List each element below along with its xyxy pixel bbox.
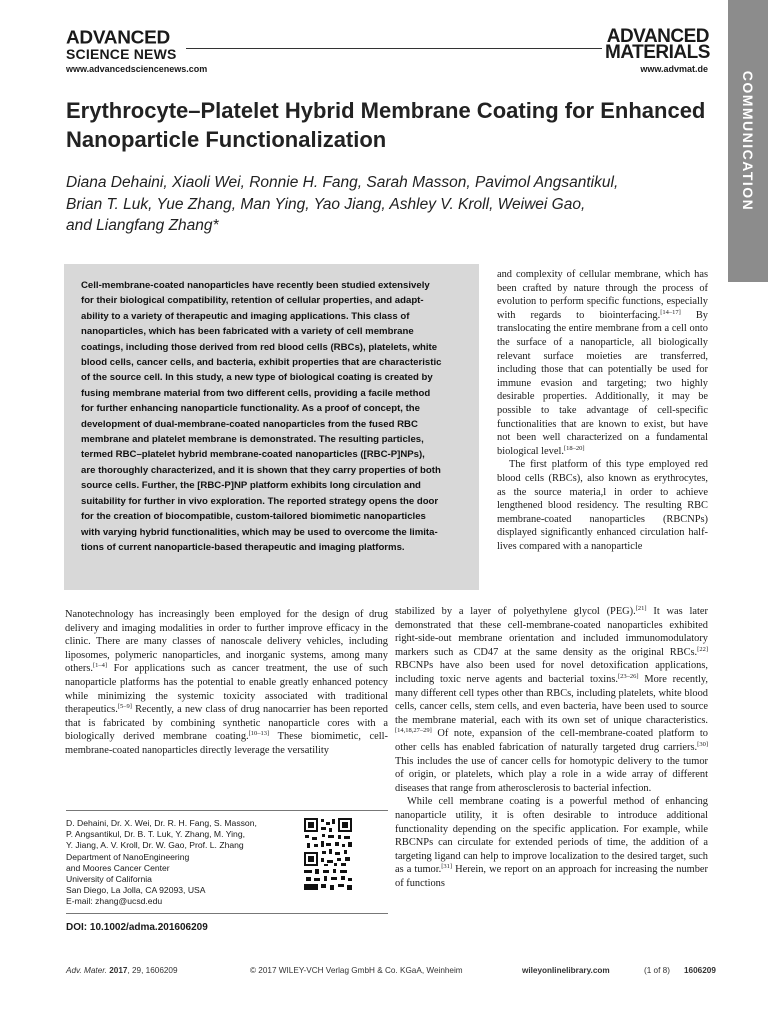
doi-divider [66,913,388,914]
body-paragraph: The first platform of this type employed red blood cells (RBCs), also known as erythrocytes, as the source materia,l in order to achieve lengthened blood residency. The resulting RBC membrane-coated nanoparticles (RBCNPs) displayed significantly enhanced circulation half-lives compared with a nanoparticle [497,459,708,552]
article-type-label: COMMUNICATION [740,70,756,212]
affiliation-line: Y. Jiang, A. V. Kroll, Dr. W. Gao, Prof. L. Zhang [66,840,244,851]
affiliation-divider [66,810,388,811]
abstract-line: suitability for further in vivo exploration. The reported strategy opens the door [81,495,439,507]
body-paragraph: While cell membrane coating is a powerful method of enhancing nanoparticle utility, it is often desirable to introduce additional functionality depending on the specific application. For example, while RBCNPs can circulate for extended periods of time, the addition of a targeting ligand can help to improve localization to the desired target, such as a tumor.[31] Herein, we report on an approach for increasing the number of functions [395,796,708,889]
author-line: Brian T. Luk, Yue Zhang, Man Ying, Yao Jiang, Ashley V. Kroll, Weiwei Gao, [66,195,586,213]
abstract-line: nanoparticles, which has been fabricated with a variety of cell membrane [81,326,414,338]
abstract-line: Cell-membrane-coated nanoparticles have recently been studied extensively [81,280,430,291]
abstract-line: ability to a variety of therapeutic and imaging applications. This class of [81,310,410,322]
affiliation-line: D. Dehaini, Dr. X. Wei, Dr. R. H. Fang, S. Masson, [66,818,257,828]
abstract-line: are thoroughly characterized, and it is shown that they carry properties of both [81,464,441,476]
abstract-line: with varying hybrid functionalities, which may be used to overcome the limita- [81,526,438,538]
affiliation-line: and Moores Cancer Center [66,862,170,873]
abstract-line: for the creation of biocompatible, custom-tailored biomimetic nanoparticles [81,511,426,523]
publisher-url[interactable]: www.advancedsciencenews.com [66,64,208,74]
footer-article-number: 1606209 [684,966,716,975]
reference-citation[interactable]: [22] [697,645,708,653]
reference-citation[interactable]: [14–17] [660,308,681,316]
journal-logo [605,26,710,63]
abstract-line: coatings, including those derived from red blood cells (RBCs), platelets, white [81,341,438,353]
footer-copyright: © 2017 WILEY-VCH Verlag GmbH & Co. KGaA, Weinheim [250,966,463,975]
body-text-right-upper [497,268,708,553]
doi-link[interactable]: DOI: 10.1002/adma.201606209 [66,922,208,933]
header-divider [186,48,602,49]
author-list [66,172,716,237]
body-paragraph: Nanotechnology has increasingly been employed for the design of drug delivery and imaging modalities in order to further improve efficacy in the clinic. There are many classes of nanoscale delivery vehicles, including liposomes, polymeric nanoparticles, and inorganic systems, among many others.[1–4] For applications such as cancer treatment, the use of such nanoparticle platforms has the potential to enable greatly enhanced potency while minimizing the systemic toxicity associated with traditional therapeutics.[5–9] Recently, a new class of drug nanocarrier has been reported that is fabricated by combining synthetic nanoparticle cores with a biologically derived membrane coating.[10–13] These biomimetic, cell-membrane-coated nanoparticles directly leverage the versatility [65,609,388,756]
journal-logo-line1: ADVANCED [606,26,709,47]
reference-citation[interactable]: [1–4] [93,662,108,670]
reference-citation[interactable]: [30] [697,740,708,748]
abstract-line: fusing membrane material from two different cells, providing a facile method [81,387,431,399]
affiliation-line: P. Angsantikul, Dr. B. T. Luk, Y. Zhang, M. Ying, [66,829,245,840]
reference-citation[interactable]: [10–13] [248,730,270,738]
affiliation-line: University of California [66,874,152,885]
abstract-line: development of dual-membrane-coated nanoparticles from the fused RBC [81,418,418,430]
body-paragraph: stabilized by a layer of polyethylene glycol (PEG).[21] It was later demonstrated that these cell-membrane-coated nanoparticles exhibited right-side-out membrane orientation and included immunomodulatory markers such as CD47 at the same density as the original RBCs.[22] RBCNPs have also been used for novel detoxification applications, including toxic nerve agents and bacterial toxins.[23–26] More recently, many different cell types other than RBCs, including platelets, white blood cells, cancer cells, stem cells, and even bacteria, have been used to source the membrane material, each with its own set of unique characteristics.[14,18,27–29] Of note, expansion of the cell-membrane-coated platform to other cells has enabled fabrication of naturally targeted drug carriers.[30] This includes the use of cancer cells for homotypic delivery to the tumor of origin, or platelets, which play a role in a wide array of different diseases that range from atherosclerosis to bacterial infection. [395,605,708,794]
publisher-logo [66,30,177,62]
abstract-line: for their biological compatibility, retention of cellular properties, and adapt- [81,295,424,307]
author-line: Diana Dehaini, Xiaoli Wei, Ronnie H. Fang, Sarah Masson, Pavimol Angsantikul, [66,174,619,191]
author-line: and Liangfang Zhang* [66,217,219,234]
abstract-line: for further enhancing nanoparticle functionality. As a proof of concept, the [81,403,420,415]
affiliation-line: San Diego, La Jolla, CA 92093, USA [66,885,206,896]
abstract-line: blood cells, cancer cells, and bacteria, exhibit properties that are characteristic [81,357,442,369]
abstract-line: source cells. Further, the [RBC-P]NP platform exhibits long circulation and [81,480,421,492]
body-paragraph: and complexity of cellular membrane, which has been crafted by nature through the process of evolution to perform specific functions, especially with regards to biointerfacing.[14–17] By translocating the entire membrane from a cell onto the surface of a nanoparticle, all biologically relevant surface moieties are transferred, including those that can potentially be used for immune evasion and targeting; two highly desirable properties. Additionally, it may be possible to take advantage of cell-specific functionalities that are known to exist, but have not been well characterized on a fundamental biological level.[18–20] [497,269,708,457]
affiliation-email[interactable]: E-mail: zhang@ucsd.edu [66,896,163,907]
reference-citation[interactable]: [18–20] [563,444,585,452]
journal-logo-line2: MATERIALS [605,42,710,63]
publisher-logo-line2: SCIENCE NEWS [66,46,177,62]
affiliation-block [66,818,301,908]
affiliation-line: Department of NanoEngineering [66,851,190,862]
abstract-text [81,278,466,555]
reference-citation[interactable]: [31] [441,863,453,871]
footer-citation: Adv. Mater. 2017, 29, 1606209 [66,966,178,975]
abstract-line: termed RBC–platelet hybrid membrane-coated nanoparticles ([RBC-P]NPs), [81,449,425,461]
publisher-logo-line1: ADVANCED [66,28,170,49]
qr-code-icon[interactable] [304,818,352,890]
article-title: Erythrocyte–Platelet Hybrid Membrane Coating for Enhanced Nanoparticle Functionalization [66,98,706,152]
body-text-right-lower [395,605,708,890]
journal-url[interactable]: www.advmat.de [640,64,708,74]
body-text-left [65,608,388,758]
abstract-line: tions of current nanoparticle-based therapeutic and imaging platforms. [81,541,405,553]
reference-citation[interactable]: [23–26] [617,672,639,680]
reference-citation[interactable]: [14,18,27–29] [395,727,432,735]
reference-citation[interactable]: [21] [635,605,647,612]
abstract-line: of the source cell. In this study, a new type of biological coating is created by [81,372,433,384]
article-type-tab [728,0,768,282]
footer-website[interactable]: wileyonlinelibrary.com [522,966,610,975]
reference-citation[interactable]: [5–9] [117,703,132,711]
abstract-line: membrane and platelet membrane is demonstrated. The resulting particles, [81,434,424,446]
footer-page-number: (1 of 8) [644,966,670,975]
